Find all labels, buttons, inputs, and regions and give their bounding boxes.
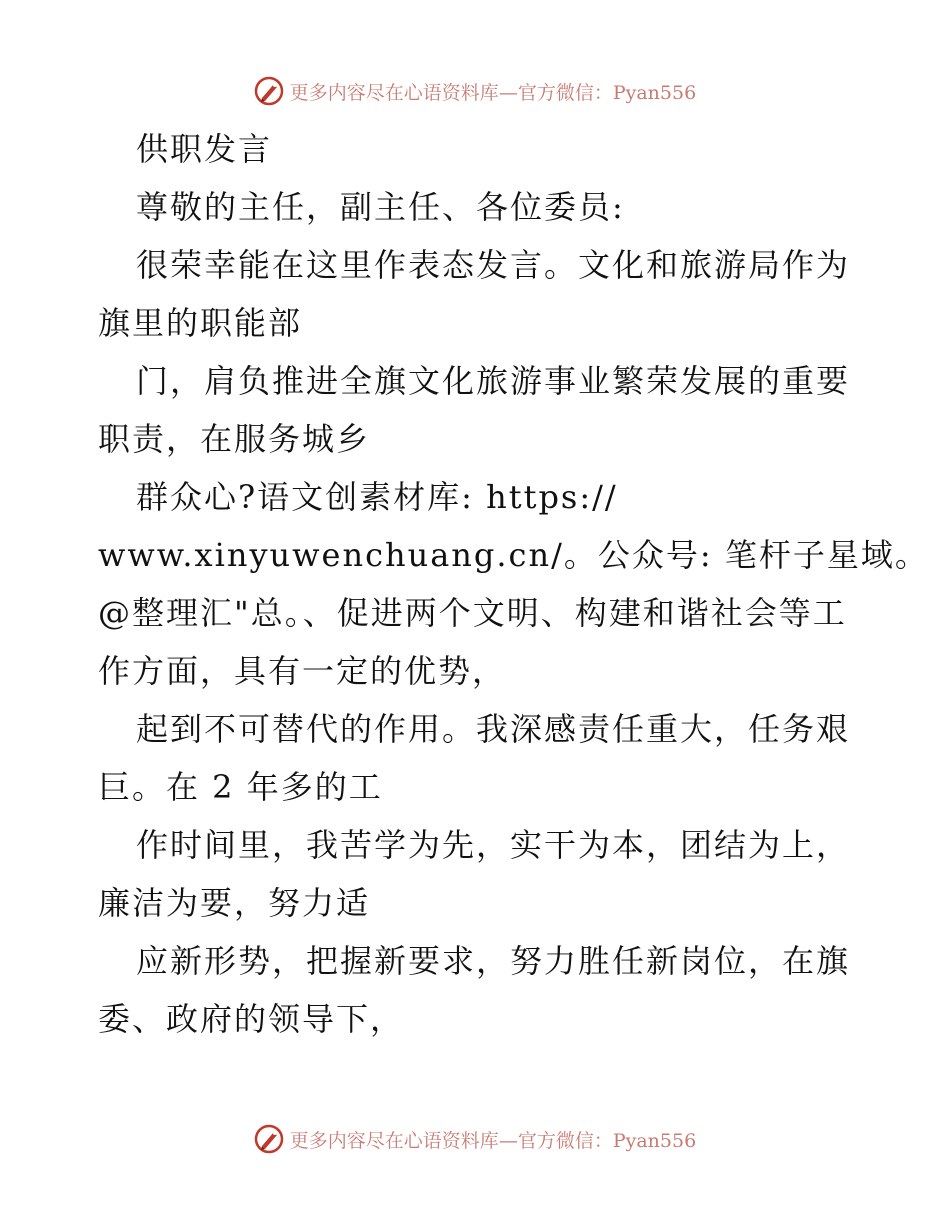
doc-line: 作时间里，我苦学为先，实干为本，团结为上， (136, 826, 851, 864)
footer-brand-text: 更多内容尽在心语资料库 (289, 1129, 499, 1152)
header-banner (0, 73, 950, 109)
doc-line: 群众心?语文创素材库: https:// (136, 478, 618, 516)
header-wechat-id: Pyan556 (612, 81, 697, 104)
doc-line: 尊敬的主任，副主任、各位委员: (136, 188, 625, 226)
footer-wechat-label: 官方微信： (517, 1129, 613, 1152)
doc-line: 职责，在服务城乡 (98, 420, 371, 458)
footer-wechat-id: Pyan556 (612, 1129, 697, 1152)
pen-logo-icon (254, 1124, 284, 1154)
doc-line: 很荣幸能在这里作表态发言。文化和旅游局作为 (136, 246, 851, 284)
doc-line: 作方面，具有一定的优势， (98, 652, 507, 690)
footer-separator: — (498, 1129, 518, 1152)
header-wechat-label: 官方微信： (517, 81, 613, 104)
doc-title: 供职发言 (136, 130, 273, 168)
doc-line: 旗里的职能部 (98, 304, 303, 342)
doc-line: 巨。在 2 年多的工 (98, 768, 383, 806)
doc-line: 委、政府的领导下， (98, 1000, 405, 1038)
doc-line: www.xinyuwenchuang.cn/。公众号: 笔杆子星域。 (98, 536, 929, 574)
doc-line: 起到不可替代的作用。我深感责任重大，任务艰 (136, 710, 851, 748)
doc-line: 应新形势，把握新要求，努力胜任新岗位，在旗 (136, 942, 851, 980)
doc-line: 门，肩负推进全旗文化旅游事业繁荣发展的重要 (136, 362, 851, 400)
header-brand-text: 更多内容尽在心语资料库 (289, 81, 499, 104)
header-banner-text (290, 78, 696, 105)
doc-line: 廉洁为要，努力适 (98, 884, 371, 922)
footer-banner (0, 1121, 950, 1157)
header-separator: — (498, 81, 518, 104)
pen-logo-icon (254, 76, 284, 106)
footer-banner-text (290, 1126, 696, 1153)
doc-line: @整理汇"总。、促进两个文明、构建和谐社会等工 (98, 594, 847, 632)
